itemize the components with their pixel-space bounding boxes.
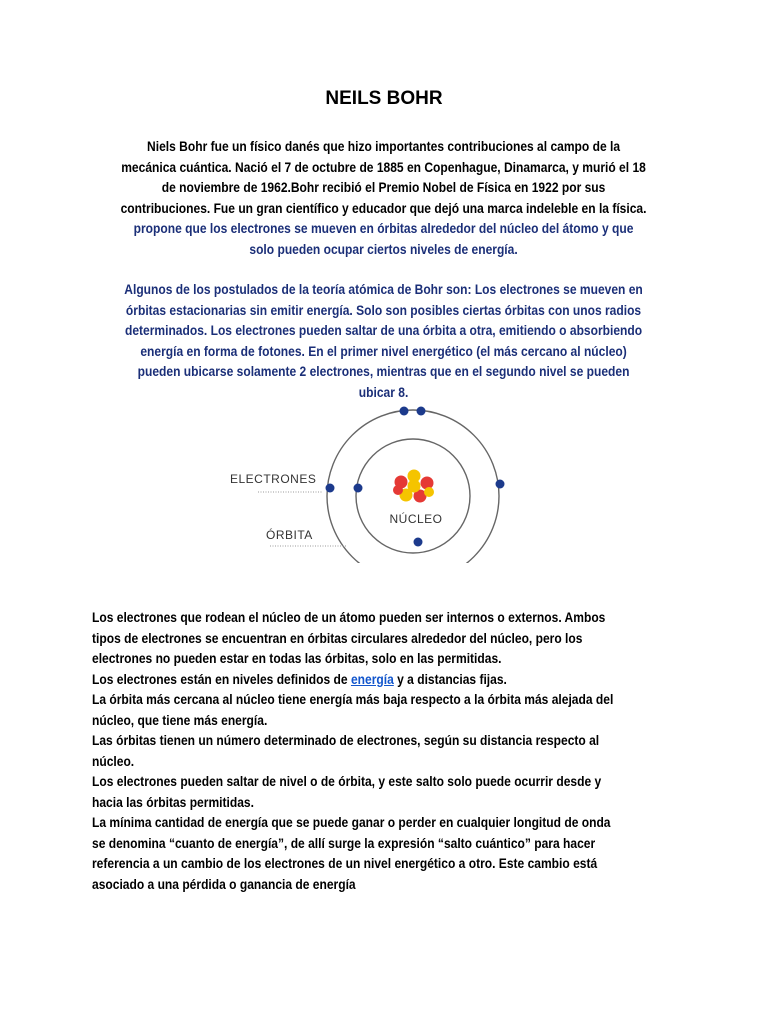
nucleus-icon (393, 470, 434, 503)
text-line: de noviembre de 1962.Bohr recibió el Premio Nobel de Física en 1922 por sus (161, 179, 606, 195)
energia-link[interactable]: energía (350, 670, 394, 687)
intro-paragraph (92, 136, 675, 259)
text-line: Los electrones que rodean el núcleo de un átomo pueden ser internos o externos. Ambos (92, 609, 606, 625)
text-line: Las órbitas tienen un número determinado de electrones, según su distancia respecto al (92, 732, 600, 748)
text-line: pueden ubicarse solamente 2 electrones, mientras que en el segundo nivel se pueden (137, 363, 630, 379)
text-line: electrones no pueden estar en todas las órbitas, solo en las permitidas. (92, 650, 502, 666)
page-title: NEILS BOHR (325, 88, 443, 109)
text-line: Algunos de los postulados de la teoría atómica de Bohr son: Los electrones se mueven en (124, 281, 643, 297)
text-line: Los electrones pueden saltar de nivel o de órbita, y este salto solo puede ocurrir desde y (92, 773, 602, 789)
electron (417, 407, 426, 416)
orbit-label: ÓRBITA (266, 528, 313, 542)
text-line: tipos de electrones se encuentran en órbitas circulares alrededor del núcleo, pero los (92, 629, 583, 646)
text-line: hacia las órbitas permitidas. (92, 793, 254, 810)
nucleus-label: NÚCLEO (389, 512, 443, 526)
text-line: se denomina “cuanto de energía”, de allí surge la expresión “salto cuántico” para hacer (92, 834, 596, 851)
electron (496, 480, 505, 489)
text-line: núcleo. (92, 752, 135, 769)
text-line: solo pueden ocupar ciertos niveles de energía. (249, 240, 518, 257)
text-line: Niels Bohr fue un físico danés que hizo importantes contribuciones al campo de la (147, 138, 621, 154)
text-line: asociado a una pérdida o ganancia de energía (92, 875, 356, 892)
bohr-atom-diagram (220, 400, 520, 565)
text-line: energía en forma de fotones. En el primer nivel energético (el más cercano al núcleo) (140, 342, 627, 359)
text-line (92, 669, 675, 690)
text-line: núcleo, que tiene más energía. (92, 711, 268, 728)
text-line: La órbita más cercana al núcleo tiene energía más baja respecto a la órbita más alejada del (92, 691, 614, 707)
text-line: contribuciones. Fue un gran científico y educador que dejó una marca indeleble en la física. (120, 199, 647, 216)
text-line: La mínima cantidad de energía que se puede ganar o perder en cualquier longitud de onda (92, 814, 611, 830)
text-line: mecánica cuántica. Nació el 7 de octubre de 1885 en Copenhague, Dinamarca, y murió el 18 (121, 158, 646, 175)
text-line: ubicar 8. (358, 383, 409, 400)
text-fragment: Los electrones están en niveles definidos de (92, 670, 351, 687)
electron (400, 407, 409, 416)
electron (354, 484, 363, 493)
text-line: determinados. Los electrones pueden saltar de una órbita a otra, emitiendo o absorbiendo (124, 322, 643, 338)
text-line: referencia a un cambio de los electrones de un nivel energético a otro. Este cambio está (92, 855, 598, 871)
text-line: propone que los electrones se mueven en órbitas alrededor del núcleo del átomo y que (133, 220, 634, 236)
inner-orbit (356, 439, 470, 553)
text-fragment: y a distancias fijas. (393, 670, 507, 687)
postulates-paragraph (92, 279, 675, 402)
electron (414, 538, 423, 547)
electrons-label: ELECTRONES (230, 472, 317, 486)
text-line: órbitas estacionarias sin emitir energía. Solo son posibles ciertas órbitas con unos radios (125, 301, 642, 318)
electron (326, 484, 335, 493)
body-paragraph (92, 607, 675, 894)
